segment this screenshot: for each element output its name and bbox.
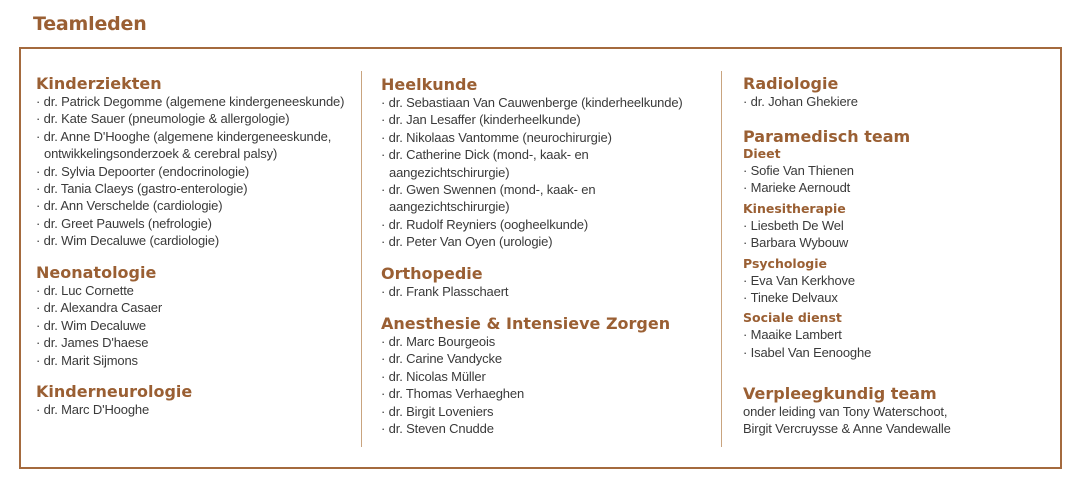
list-item: · dr. Catherine Dick (mond-, kaak- en aangezichtschirurgie) xyxy=(381,146,621,181)
member-list xyxy=(743,272,1053,307)
section-kinderneurologie xyxy=(36,382,356,418)
group-heading: Dieet xyxy=(743,146,781,161)
list-item: · dr. Jan Lesaffer (kinderheelkunde) xyxy=(381,111,621,128)
section-heading: Neonatologie xyxy=(36,263,157,282)
list-item: · Maaike Lambert xyxy=(743,326,1053,343)
list-item: · dr. Tania Claeys (gastro-enterologie) xyxy=(36,180,356,197)
list-item: · dr. Birgit Loveniers xyxy=(381,403,711,420)
list-item: · dr. Sebastiaan Van Cauwenberge (kinderheelkunde) xyxy=(381,94,621,111)
list-item: · Liesbeth De Wel xyxy=(743,217,1053,234)
section-heading: Kinderziekten xyxy=(36,74,162,93)
team-lead-line: Birgit Vercruysse & Anne Vandewalle xyxy=(743,421,951,437)
list-item: · dr. Steven Cnudde xyxy=(381,420,711,437)
list-item: · dr. Nicolas Müller xyxy=(381,368,711,385)
list-item: · dr. Carine Vandycke xyxy=(381,350,711,367)
member-list xyxy=(743,162,1053,197)
list-item: · Tineke Delvaux xyxy=(743,289,1053,306)
list-item: · dr. James D'haese xyxy=(36,334,356,351)
group-heading: Sociale dienst xyxy=(743,310,842,326)
list-item: · dr. Luc Cornette xyxy=(36,282,356,299)
member-list xyxy=(743,217,1053,252)
member-list xyxy=(381,283,711,300)
column-divider xyxy=(721,71,722,447)
list-item: · dr. Nikolaas Vantomme (neurochirurgie) xyxy=(381,129,621,146)
member-list xyxy=(36,401,356,418)
section-heading: Verpleegkundig team xyxy=(743,384,937,403)
list-item: · Eva Van Kerkhove xyxy=(743,272,1053,289)
section-neonatologie xyxy=(36,263,356,369)
list-item: · dr. Johan Ghekiere xyxy=(743,93,1053,110)
section-orthopedie xyxy=(381,264,711,300)
section-heading: Orthopedie xyxy=(381,264,483,283)
group-psychologie xyxy=(743,256,1053,307)
group-sociale-dienst xyxy=(743,310,1053,361)
list-item: · dr. Alexandra Casaer xyxy=(36,299,356,316)
team-frame xyxy=(19,47,1062,469)
section-heading: Heelkunde xyxy=(381,75,478,94)
list-item: · dr. Sylvia Depoorter (endocrinologie) xyxy=(36,163,356,180)
member-list xyxy=(743,326,1053,361)
group-heading: Kinesitherapie xyxy=(743,200,846,216)
section-heelkunde xyxy=(381,75,711,251)
list-item: · dr. Wim Decaluwe xyxy=(36,317,356,334)
list-item: · Marieke Aernoudt xyxy=(743,179,1053,196)
list-item: · dr. Patrick Degomme (algemene kindergeneeskunde) xyxy=(36,93,356,110)
member-list xyxy=(36,93,356,250)
list-item: · Isabel Van Eenooghe xyxy=(743,344,1053,361)
list-item: · dr. Marc D'Hooghe xyxy=(36,401,356,418)
section-heading: Paramedisch team xyxy=(743,127,911,146)
list-item: · dr. Rudolf Reyniers (oogheelkunde) xyxy=(381,216,621,233)
section-heading: Radiologie xyxy=(743,74,839,93)
member-list xyxy=(36,282,356,369)
team-lead-line: onder leiding van Tony Waterschoot, xyxy=(743,404,948,419)
group-kinesitherapie xyxy=(743,201,1053,252)
member-list xyxy=(381,94,683,251)
member-list xyxy=(743,93,1053,110)
list-item: · dr. Kate Sauer (pneumologie & allergologie) xyxy=(36,110,356,127)
list-item: · Sofie Van Thienen xyxy=(743,162,1053,179)
group-heading: Psychologie xyxy=(743,255,828,271)
list-item: · dr. Gwen Swennen (mond-, kaak- en aangezichtschirurgie) xyxy=(381,181,621,216)
section-verpleegkundig-team xyxy=(743,384,1053,438)
list-item: · dr. Thomas Verhaeghen xyxy=(381,385,711,402)
section-heading: Anesthesie & Intensieve Zorgen xyxy=(381,314,671,333)
section-paramedisch-team xyxy=(743,127,1053,361)
page-title: Teamleden xyxy=(33,13,147,35)
section-radiologie xyxy=(743,74,1053,110)
list-item: · dr. Peter Van Oyen (urologie) xyxy=(381,233,621,250)
list-item: · dr. Anne D'Hooghe (algemene kindergeneeskunde, ontwikkelingsonderzoek & cerebral palsy) xyxy=(36,128,356,163)
column-divider xyxy=(361,71,362,447)
list-item: · dr. Ann Verschelde (cardiologie) xyxy=(36,197,356,214)
list-item: · Barbara Wybouw xyxy=(743,234,1053,251)
member-list xyxy=(381,333,711,437)
list-item: · dr. Marit Sijmons xyxy=(36,352,356,369)
list-item: · dr. Marc Bourgeois xyxy=(381,333,711,350)
list-item: · dr. Frank Plasschaert xyxy=(381,283,711,300)
list-item: · dr. Greet Pauwels (nefrologie) xyxy=(36,215,356,232)
list-item: · dr. Wim Decaluwe (cardiologie) xyxy=(36,232,356,249)
section-anesthesie xyxy=(381,314,711,437)
group-dieet xyxy=(743,146,1053,197)
section-heading: Kinderneurologie xyxy=(36,382,193,401)
section-kinderziekten xyxy=(36,74,356,250)
